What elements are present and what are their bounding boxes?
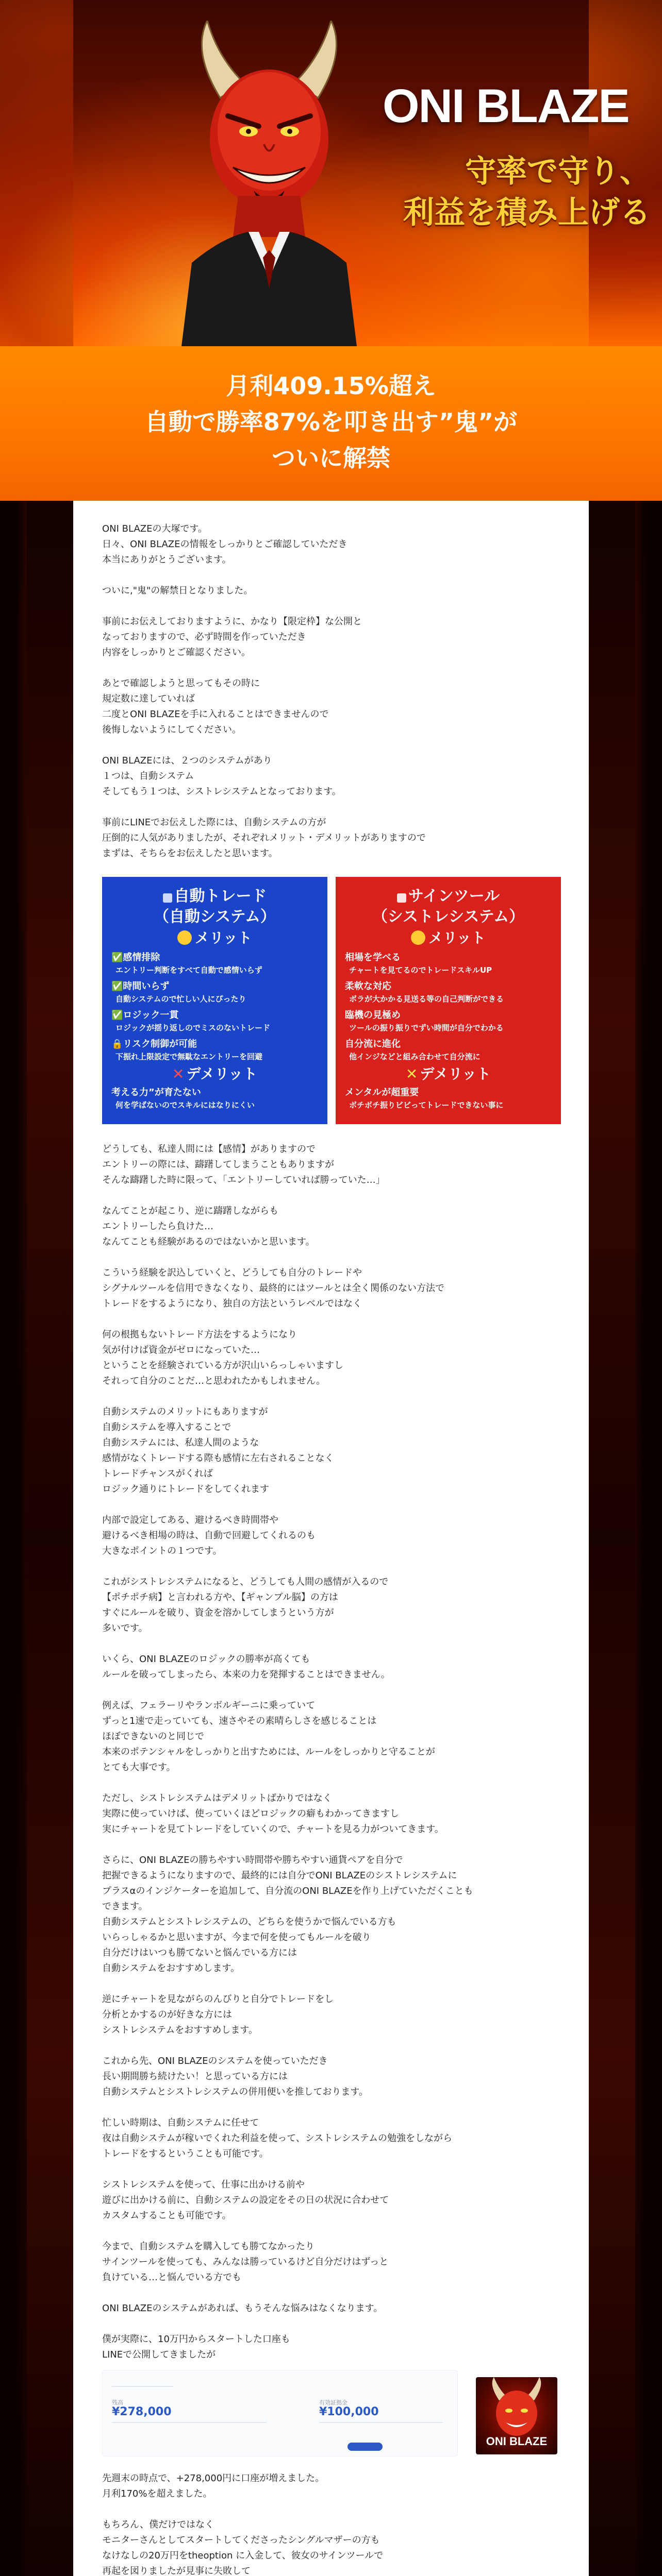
hero-title: ONI BLAZE [383, 80, 629, 132]
auto-merit-desc: 自動システムので忙しい人にぴったり [115, 994, 246, 1004]
divider [112, 2386, 174, 2387]
auto-merit-desc: エントリー判断をすべて自動で感情いらず [115, 965, 262, 975]
paragraph: これがシストレシステムになると、どうしても人間の感情が入るので 【ポチポチ病】と言われる方や、【ギャンブル脳】の方は すぐにルールを破り、資金を溶かしてしまうという方が 多いです。 [102, 1577, 389, 1634]
oni-blaze-logo-image [476, 2377, 557, 2454]
sign-merit-desc: ツールの振り振りでずい時間が自分でわかる [349, 1023, 504, 1032]
auto-demerit-item: 考える力”が育たない [111, 1087, 201, 1098]
hero-fire-background [73, 0, 651, 346]
paragraph: もちろん、僕だけではなく モニターさんとしてスタートしてくださったシングルマザーの方も なけなしの20万円をtheoption に入金して、彼女のサインツールで 再起を図りましたが見事に失敗して [102, 2519, 384, 2576]
equity-value: ¥100,000 [319, 2405, 379, 2418]
auto-merit-desc: 下振れ上限設定で無駄なエントリーを回避 [115, 1052, 263, 1061]
sign-panel-title: サインツール [345, 886, 552, 907]
equity-label: 有効証拠金 [319, 2399, 347, 2406]
sign-merit-item: 柔軟な対応 [345, 981, 391, 992]
auto-merit-item: ✅感情排除 [111, 952, 160, 963]
paragraph: ONI BLAZEのシステムがあれば、もうそんな悩みはなくなります。 [102, 2303, 383, 2314]
auto-merit-heading: メリット [111, 930, 318, 946]
sign-merit-item: 自分流に進化 [345, 1039, 401, 1049]
sign-demerit-item: メンタルが超重要 [345, 1087, 419, 1098]
sign-demerit-desc: ボチボチ振りビビってトレードできない事に [349, 1100, 504, 1110]
auto-merit-item: 🔒リスク制御が可能 [111, 1039, 197, 1049]
paragraph: 逆にチャートを見ながらのんびりと自分でトレードをし 分析とかするのが好きな方には シストレシステムをおすすめします。 [102, 1994, 334, 2036]
banner-line1: 月利409.15%超え [226, 372, 436, 400]
auto-demerit-desc: 何を学ばないのでスキルにはなりにくい [115, 1100, 255, 1110]
paragraph: ついに,"鬼"の解禁日となりました。 [102, 585, 253, 596]
deposit-button [347, 2443, 383, 2451]
smile-icon [411, 930, 425, 945]
divider [112, 2422, 267, 2423]
account-report-screenshot [102, 2370, 561, 2456]
paragraph: あとで確認しようと思ってもその時に 規定数に達していれば 二度とONI BLAZEを手に入れることはできませんので 後悔しないようにしてください。 [102, 678, 329, 735]
paragraph: 事前にLINEでお伝えした際には、自動システムの方が 圧倒的に人気がありましたが、それぞれメリット・デメリットがありますので まずは、そちらをお伝えしたと思います。 [102, 817, 426, 859]
sign-merit-item: 相場を学べる [345, 952, 401, 963]
devil-illustration [171, 21, 367, 346]
sign-merit-desc: チャートを見てるのでトレードスキルUP [349, 965, 492, 975]
eyes-icon [397, 893, 406, 903]
divider [319, 2422, 443, 2423]
paragraph: ONI BLAZEには、２つのシステムがあり １つは、自動システム そしてもう１つは、シストレシステムとなっております。 [102, 755, 341, 797]
system-comparison-graphic [102, 877, 561, 1124]
article-body [73, 501, 589, 2576]
paragraph: いくら、ONI BLAZEのロジックの勝率が高くても ルールを破ってしまったら、本来の力を発揮することはできません。 [102, 1654, 390, 1680]
balance-value: ¥278,000 [112, 2405, 172, 2418]
sign-merit-item: 臨機の見極め [345, 1010, 401, 1021]
sign-panel-subtitle: （シストレシステム） [372, 908, 525, 926]
paragraph: 先週末の時点で、+278,000円に口座が増えました。 月利170%を超えました。 [102, 2473, 325, 2499]
sign-merit-heading: メリット [345, 930, 552, 946]
paragraph: こういう経験を訳込していくと、どうしても自分のトレードや シグナルツールを信用できなくなり、最終的にはツールとは全く関係のない方法で トレードをするようになり、独自の方法というレベルではなく [102, 1267, 445, 1309]
logo-text: ONI BLAZE [486, 2435, 548, 2448]
paragraph: 事前にお伝えしておりますように、かなり【限定枠】な公開と なっておりますので、必ず時間を作っていただき 内容をしっかりとご確認ください。 [102, 616, 362, 658]
sign-demerit-heading: ✕ デメリット [405, 1065, 491, 1082]
sign-merit-desc: 他インジなどと組み合わせて自分流に [349, 1052, 481, 1061]
hero-subtitle-line2: 利益を積み上げる [403, 195, 651, 231]
auto-panel-title: 自動トレード [111, 886, 318, 907]
account-balance-card [102, 2370, 458, 2456]
paragraph: さらに、ONI BLAZEの勝ちやすい時間帯や勝ちやすい通貨ペアを自分で 把握できるようになりますので、最終的には自分でONI BLAZEのシストレシステムに プラスαのインジケーターを追加して、自分流のONI BLAZEを作り上げていただくことも できます。 自動システムとシストレシステムの、どちらを使うかで悩んでいる方も いらっしゃるかと思いますが、今まで何を使ってもルールを破り 自分だけはいつも勝てないと悩んでいる方には 自動システムをおすすめします。 [102, 1855, 473, 1974]
sign-tool-panel [336, 877, 561, 1124]
sign-merit-desc: ボラが大かかる見送る等の自己判断ができる [349, 994, 504, 1004]
auto-merit-desc: ロジックが揺り返しのでミスのないトレード [115, 1023, 271, 1032]
paragraph: 自動システムのメリットにもありますが 自動システムを導入することで 自動システムには、私達人間のような 感情がなくトレードする際も感情に左右されることなく トレードチャンスがくれば ロジック通りにトレードをしてくれます [102, 1406, 334, 1495]
paragraph: 今まで、自動システムを購入しても勝てなかったり サインツールを使っても、みんなは勝っているけど自分だけはずっと 負けている…と悩んでいる方でも [102, 2241, 389, 2283]
right-flame-strip [589, 501, 635, 2576]
auto-panel-subtitle: （自動システム） [154, 908, 276, 926]
paragraph: 僕が実際に、10万円からスタートした口座も LINEで公開してきましたが [102, 2334, 290, 2360]
auto-merit-item: ✅時間いらず [111, 981, 170, 992]
paragraph: 忙しい時期は、自動システムに任せて 夜は自動システムが稼いでくれた利益を使って、シストレシステムの勉強をしながら トレードをするということも可能です。 [102, 2117, 453, 2159]
left-flame-strip [27, 501, 73, 2576]
banner-line2: 自動で勝率87%を叩き出す”鬼”が [144, 408, 518, 436]
cross-icon: ✕ [405, 1065, 418, 1082]
robot-icon [163, 893, 172, 903]
hero-banner [0, 0, 662, 346]
balance-label: 残高 [112, 2399, 123, 2406]
auto-demerit-heading: ✕ デメリット [172, 1065, 258, 1082]
paragraph: どうしても、私達人間には【感情】がありますので エントリーの際には、躊躇してしまうこともありますが そんな躊躇した時に限って、「エントリーしていれば勝っていた…」 [102, 1144, 385, 1185]
paragraph: 何の根拠もないトレード方法をするようになり 気が付けば資金がゼロになっていた… ということを経験されている方が沢山いらっしゃいますし それって自分のことだ…と思われたかもしれません。 [102, 1329, 343, 1386]
hero-subtitle-line1: 守率で守り、 [465, 154, 651, 190]
paragraph: ONI BLAZEの大塚です。 日々、ONI BLAZEの情報をしっかりとご確認していただき 本当にありがとうございます。 [102, 523, 347, 565]
auto-merit-item: ✅ロジック一貫 [111, 1010, 179, 1021]
paragraph: シストレシステムを使って、仕事に出かける前や 遊びに出かける前に、自動システムの設定をその日の状況に合わせて カスタムすることも可能です。 [102, 2179, 389, 2221]
cross-icon: ✕ [172, 1065, 185, 1082]
headline-banner [0, 346, 662, 501]
smile-icon [177, 930, 192, 945]
paragraph: 例えば、フェラーリやランボルギーニに乗っていて ずっと1速で走っていても、速さやその素晴らしさを感じることは ほぼできないのと同じで 本来のポテンシャルをしっかりと出すためには、ルールをしっかりと守ることが とても大事です。 [102, 1700, 435, 1773]
paragraph: 内部で設定してある、避けるべき時間帯や 避けるべき相場の時は、自動で回避してくれるのも 大きなポイントの１つです。 [102, 1515, 316, 1556]
auto-system-panel [102, 877, 327, 1124]
paragraph: ただし、シストレシステムはデメリットばかりではなく 実際に使っていけば、使っていくほどロジックの癖もわかってきますし 実にチャートを見てトレードをしていくので、チャートを見る力がついてきます。 [102, 1793, 444, 1835]
paragraph: なんてことが起こり、逆に躊躇しながらも エントリーしたら負けた… なんてことも経験があるのではないかと思います。 [102, 1206, 315, 1247]
paragraph: これから先、ONI BLAZEのシステムを使っていただき 長い期間勝ち続けたい！と思っている方には 自動システムとシストレシステムの併用便いを推しております。 [102, 2056, 368, 2097]
banner-line3: ついに解禁 [272, 444, 390, 472]
